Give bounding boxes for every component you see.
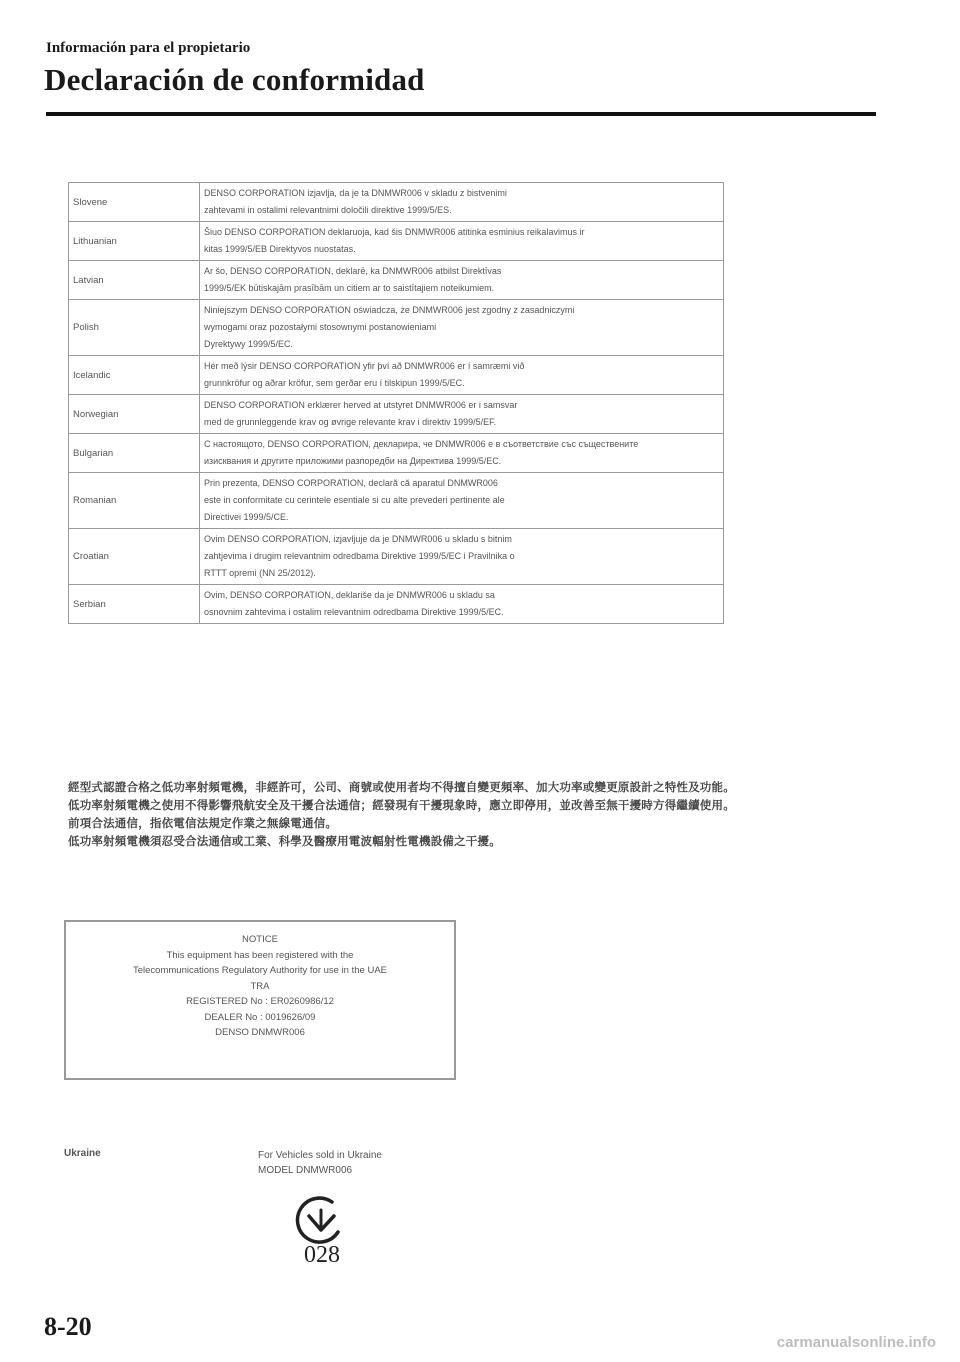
uae-notice-line: DEALER No : 0019626/09	[204, 1011, 316, 1023]
conformity-language: Serbian	[69, 585, 200, 624]
uae-notice-box	[64, 920, 456, 1080]
conformity-statement	[200, 585, 724, 624]
taiwan-notice	[68, 778, 888, 850]
ukraine-mark-code: 028	[304, 1242, 340, 1268]
page-number: 8-20	[44, 1312, 92, 1341]
conformity-statement-line: Šiuo DENSO CORPORATION deklaruoja, kad šis DNMWR006 atitinka esminius reikalavimus ir	[204, 227, 585, 237]
conformity-statement-line: 1999/5/EK būtiskajām prasībām un citiem ar to saistītajiem noteikumiem.	[204, 283, 495, 293]
conformity-statement	[200, 395, 724, 434]
ukraine-label: Ukraine	[64, 1148, 101, 1159]
taiwan-notice-line: 前項合法通信，指依電信法規定作業之無線電通信。	[68, 816, 338, 830]
conformity-row	[69, 434, 724, 473]
conformity-row	[69, 473, 724, 529]
conformity-statement-line: Directivei 1999/5/CE.	[204, 512, 289, 522]
conformity-language: Bulgarian	[69, 434, 200, 473]
conformity-statement-line: Ar šo, DENSO CORPORATION, deklarē, ka DNMWR006 atbilst Direktīvas	[204, 266, 502, 276]
conformity-language: Latvian	[69, 261, 200, 300]
conformity-statement-line: zahtevami in ostalimi relevantnimi določili direktive 1999/5/ES.	[204, 205, 452, 215]
conformity-row	[69, 395, 724, 434]
conformity-statement-line: С настоящото, DENSO CORPORATION, декларира, че DNMWR006 е в съответствие със съществените	[204, 439, 639, 449]
conformity-row	[69, 529, 724, 585]
conformity-language: Croatian	[69, 529, 200, 585]
conformity-statement	[200, 473, 724, 529]
uae-notice-line: REGISTERED No : ER0260986/12	[186, 996, 334, 1007]
conformity-row	[69, 183, 724, 222]
ukraine-conformity-mark-icon	[292, 1196, 350, 1246]
page-title: Declaración de conformidad	[44, 62, 425, 97]
conformity-statement-line: kitas 1999/5/EB Direktyvos nuostatas.	[204, 244, 356, 254]
uae-notice-heading: NOTICE	[242, 934, 278, 945]
conformity-language: Icelandic	[69, 356, 200, 395]
conformity-row	[69, 261, 724, 300]
section-label: Información para el propietario	[46, 40, 251, 56]
conformity-statement-line: изисквания и другите приложими разпоредби на Директива 1999/5/ЕС.	[204, 456, 502, 466]
conformity-statement-line: Ovim, DENSO CORPORATION, deklariše da je DNMWR006 u skladu sa	[204, 590, 495, 600]
taiwan-notice-line: 低功率射頻電機須忍受合法通信或工業、科學及醫療用電波輻射性電機設備之干擾。	[68, 834, 501, 848]
conformity-row	[69, 222, 724, 261]
conformity-language: Norwegian	[69, 395, 200, 434]
taiwan-notice-line: 低功率射頻電機之使用不得影響飛航安全及干擾合法通信；經發現有干擾現象時，應立即停用，並改善至無干擾時方得繼續使用。	[68, 798, 735, 812]
conformity-language: Lithuanian	[69, 222, 200, 261]
ukraine-info	[258, 1148, 382, 1178]
conformity-row	[69, 585, 724, 624]
conformity-language: Slovene	[69, 183, 200, 222]
conformity-row	[69, 300, 724, 356]
conformity-statement-line: DENSO CORPORATION izjavlja, da je ta DNMWR006 v skladu z bistvenimi	[204, 188, 507, 198]
conformity-statement-line: Niniejszym DENSO CORPORATION oświadcza, że DNMWR006 jest zgodny z zasadniczymi	[204, 305, 575, 315]
ukraine-info-line: For Vehicles sold in Ukraine	[258, 1150, 382, 1161]
conformity-statement	[200, 261, 724, 300]
conformity-statement	[200, 300, 724, 356]
conformity-statement-line: este in conformitate cu cerintele esentiale si cu alte prevederi pertinente ale	[204, 495, 505, 505]
conformity-statement-line: osnovnim zahtevima i ostalim relevantnim odredbama Direktive 1999/5/EC.	[204, 607, 504, 617]
conformity-statement	[200, 529, 724, 585]
conformity-statement-line: zahtjevima i drugim relevantnim odredbama Direktive 1999/5/EC i Pravilnika o	[204, 551, 515, 561]
conformity-statement-line: DENSO CORPORATION erklærer herved at utstyret DNMWR006 er i samsvar	[204, 400, 518, 410]
conformity-statement-line: Ovim DENSO CORPORATION, izjavljuje da je DNMWR006 u skladu s bitnim	[204, 534, 512, 544]
taiwan-notice-line: 經型式認證合格之低功率射頻電機，非經許可，公司、商號或使用者均不得擅自變更頻率、加大功率或變更原設計之特性及功能。	[68, 780, 735, 794]
ukraine-info-line: MODEL DNMWR006	[258, 1165, 353, 1176]
conformity-statement-line: med de grunnleggende krav og øvrige relevante krav i direktiv 1999/5/EF.	[204, 417, 497, 427]
conformity-statement-line: Dyrektywy 1999/5/EC.	[204, 339, 294, 349]
uae-notice-line: TRA	[250, 980, 270, 992]
uae-notice-line: Telecommunications Regulatory Authority for use in the UAE	[133, 965, 387, 976]
conformity-statement	[200, 434, 724, 473]
conformity-language: Romanian	[69, 473, 200, 529]
conformity-row	[69, 356, 724, 395]
conformity-statement-line: RTTT opremi (NN 25/2012).	[204, 568, 316, 578]
watermark[interactable]: carmanualsonline.info	[776, 1334, 936, 1351]
conformity-statement	[200, 183, 724, 222]
conformity-statement	[200, 222, 724, 261]
conformity-statement	[200, 356, 724, 395]
conformity-statement-line: Hér með lýsir DENSO CORPORATION yfir því að DNMWR006 er í samræmi við	[204, 361, 525, 371]
conformity-table	[68, 182, 724, 624]
conformity-statement-line: grunnkröfur og aðrar kröfur, sem gerðar eru í tilskipun 1999/5/EC.	[204, 378, 465, 388]
conformity-statement-line: Prin prezenta, DENSO CORPORATION, declară că aparatul DNMWR006	[204, 478, 498, 488]
title-rule	[46, 112, 876, 116]
conformity-language: Polish	[69, 300, 200, 356]
uae-notice-line: DENSO DNMWR006	[215, 1027, 305, 1038]
uae-notice-line: This equipment has been registered with the	[166, 949, 354, 961]
conformity-statement-line: wymogami oraz pozostałymi stosownymi postanowieniami	[204, 322, 437, 332]
